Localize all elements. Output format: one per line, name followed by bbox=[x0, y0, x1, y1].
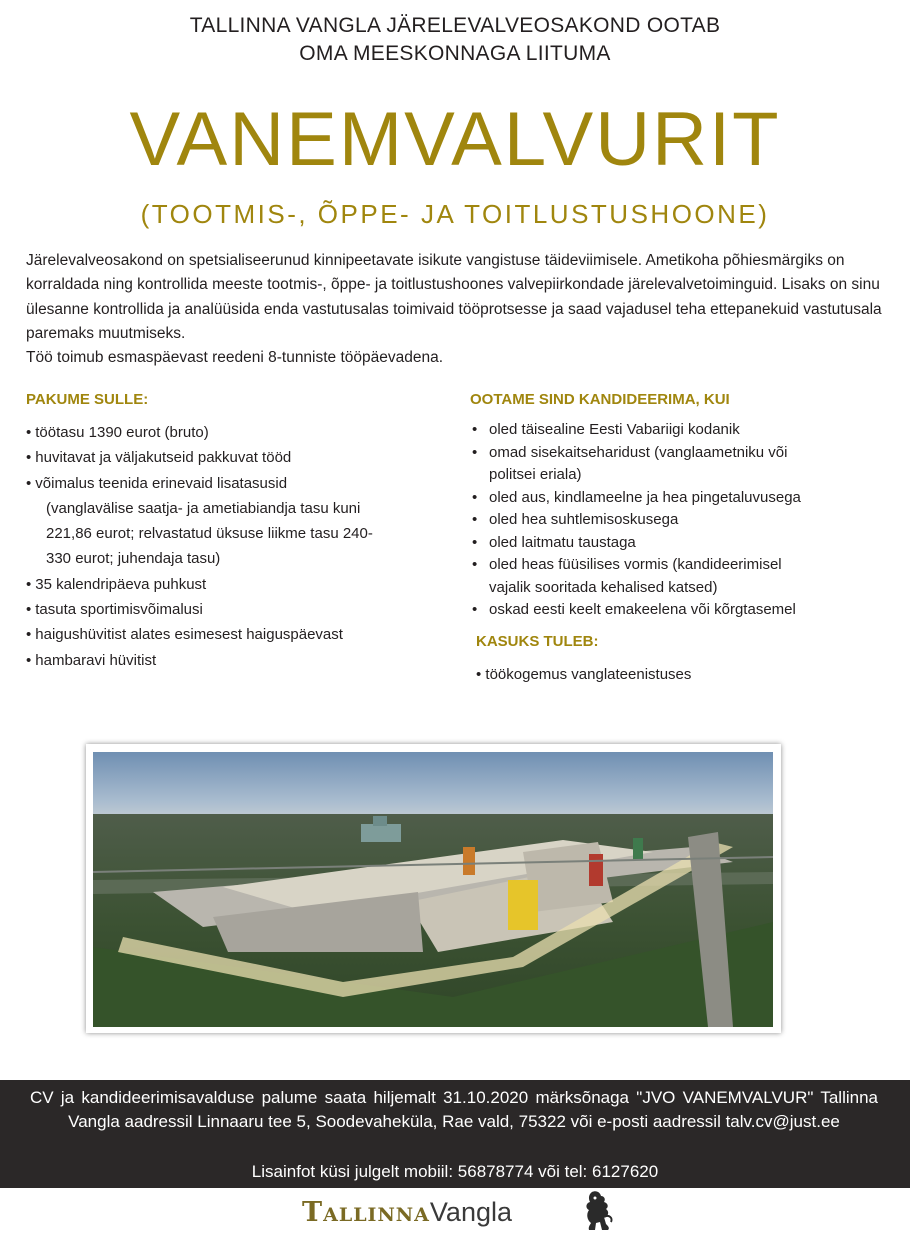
requirement-item: • oled laitmatu taustaga bbox=[470, 532, 890, 555]
requirement-item: • oled heas füüsilises vormis (kandideerimisel vajalik sooritada kehalised katsed) bbox=[470, 554, 890, 599]
headline: VANEMVALVURIT bbox=[129, 97, 781, 182]
contact-panel bbox=[0, 1080, 910, 1188]
subheadline: (TOOTMIS-, ÕPPE- JA TOITLUSTUSHOONE) bbox=[140, 199, 770, 229]
offer-item: • tasuta sportimisvõimalusi bbox=[26, 601, 203, 619]
offer-item: • 35 kalendripäeva puhkust bbox=[26, 575, 207, 593]
contact-phone-info: Lisainfot küsi julgelt mobiil: 56878774 või tel: 6127620 bbox=[251, 1162, 659, 1181]
offer-section bbox=[26, 388, 426, 673]
offer-item: • haigushüvitist alates esimesest haiguspäevast bbox=[26, 626, 343, 644]
logo bbox=[240, 1188, 670, 1236]
offer-title: PAKUME SULLE: bbox=[26, 391, 149, 408]
header bbox=[0, 12, 910, 68]
offer-list bbox=[26, 420, 426, 673]
requirement-item: • oled hea suhtlemisoskusega bbox=[470, 509, 890, 532]
offer-item: • huvitavat ja väljakutseid pakkuvat tööd bbox=[26, 449, 292, 467]
prison-aerial-photo bbox=[93, 752, 773, 1027]
offer-item: • hambaravi hüvitist bbox=[26, 651, 157, 669]
header-line-2: OMA MEESKONNAGA LIITUMA bbox=[299, 42, 611, 65]
logo-wordmark bbox=[302, 1195, 512, 1230]
application-instructions: CV ja kandideerimisavalduse palume saata hiljemalt 31.10.2020 märksõnaga "JVO VANEMVALVUR" Tallinna Vangla aadressil Linnaaru tee 5, Soodevaheküla, Rae vald, 75322 või e-posti aadressil talv.cv@just.ee bbox=[30, 1088, 878, 1131]
requirements-list bbox=[470, 419, 890, 622]
lion-emblem-icon bbox=[582, 1190, 614, 1232]
advantage-list bbox=[476, 662, 890, 687]
logo-text-tallinna: Tallinna bbox=[302, 1197, 430, 1228]
requirement-item: • oled aus, kindlameelne ja hea pingetaluvusega bbox=[470, 487, 890, 510]
requirements-section bbox=[470, 388, 890, 687]
requirement-item: • omad sisekaitseharidust (vanglaametniku või politsei eriala) bbox=[470, 442, 890, 487]
work-hours: Töö toimub esmaspäevast reedeni 8-tunniste tööpäevadena. bbox=[26, 349, 444, 367]
advantage-title: KASUKS TULEB: bbox=[476, 632, 599, 650]
intro-paragraph: Järelevalveosakond on spetsialiseerunud kinnipeetavate isikute vangistuse täideviimisele. Ametikoha põhiesmärgiks on korraldada ning kontrollida meeste tootmis-, õppe- ja toitlustushoones valvepiirkondade järelevalvetoiminguid. Lisaks on sinu ülesanne kontrollida ja analüüsida enda vastutusalas toimivaid tööprotsesse ja saad vajadusel teha ettepanekuid vastutusala paremaks muutmiseks. bbox=[26, 252, 882, 342]
requirement-item: • oskad eesti keelt emakeelena või kõrgtasemel bbox=[470, 599, 890, 622]
offer-note-line: 221,86 eurot; relvastatud üksuse liikme tasu 240- bbox=[46, 525, 373, 543]
offer-note-line: 330 eurot; juhendaja tasu) bbox=[46, 550, 221, 568]
header-line-1: TALLINNA VANGLA JÄRELEVALVEOSAKOND OOTAB bbox=[189, 14, 721, 37]
offer-item: • võimalus teenida erinevaid lisatasusid bbox=[26, 474, 288, 492]
requirements-title: OOTAME SIND KANDIDEERIMA, KUI bbox=[470, 391, 730, 408]
advantage-item: • töökogemus vanglateenistuses bbox=[476, 665, 692, 683]
intro-text bbox=[26, 249, 886, 370]
logo-text-vangla: Vangla bbox=[429, 1197, 512, 1227]
offer-item: • töötasu 1390 eurot (bruto) bbox=[26, 424, 209, 441]
offer-note-line: (vanglavälise saatja- ja ametiabiandja tasu kuni bbox=[46, 499, 361, 517]
requirement-item: • oled täisealine Eesti Vabariigi kodanik bbox=[470, 419, 890, 442]
prison-photo-frame bbox=[86, 744, 781, 1033]
advantage-section bbox=[470, 630, 890, 687]
